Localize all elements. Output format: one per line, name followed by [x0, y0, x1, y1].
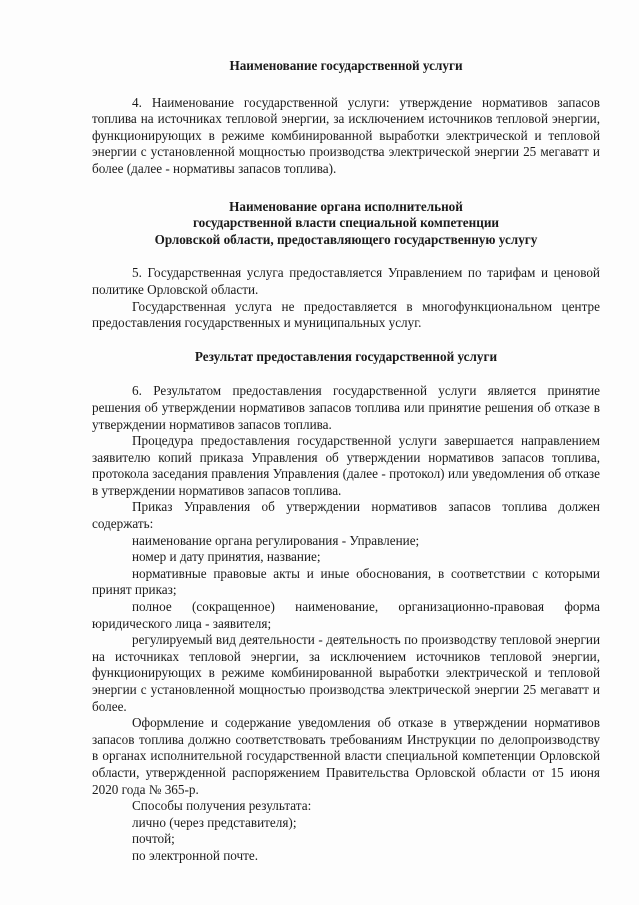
list-item-number-date: номер и дату принятия, название; — [132, 549, 321, 565]
list-item-by-mail: почтой; — [132, 831, 175, 847]
list-item-regulator-name: наименование органа регулирования - Управление; — [132, 532, 420, 548]
paragraph-order-contents: Приказ Управления об утверждении нормативов запасов топлива должен содержать: — [92, 499, 600, 532]
section-heading-authority-line3: Орловской области, предоставляющего государственную услугу — [154, 231, 538, 247]
list-item-in-person: лично (через представителя); — [132, 814, 297, 830]
section-heading-result: Результат предоставления государственной услуги — [194, 348, 498, 364]
list-item-by-email: по электронной почте. — [132, 847, 259, 863]
paragraph-result-methods: Способы получения результата: — [132, 798, 312, 814]
paragraph-4: 4. Наименование государственной услуги: утверждение нормативов запасов топлива на источниках тепловой энергии, за исключением источников тепловой энергии, функционирующих в режиме комбинированной выработки электрической и тепловой энергии с установленной мощностью производства электрической энергии 25 мегаватт и более (далее - нормативы запасов топлива). — [92, 94, 600, 176]
paragraph-procedure: Процедура предоставления государственной услуги завершается направлением заявителю копий приказа Управления об утверждении нормативов запасов топлива, протокола заседания правления Управления (далее - протокол) или уведомления об отказе в утверждении нормативов запасов топлива. — [92, 433, 600, 498]
list-item-activity: регулируемый вид деятельности - деятельность по производству тепловой энергии на источниках тепловой энергии, за исключением источников тепловой энергии, функционирующих в режиме комбинированной выработки электрической и тепловой энергии с установленной мощностью производства электрической энергии 25 мегаватт и более. — [92, 632, 600, 714]
paragraph-5-mfc: Государственная услуга не предоставляется в многофункциональном центре предоставления государственных и муниципальных услуг. — [92, 298, 600, 331]
section-heading-authority-line1: Наименование органа исполнительной — [229, 198, 463, 214]
section-heading-authority-line2: государственной власти специальной компетенции — [192, 215, 500, 231]
paragraph-refusal-notice: Оформление и содержание уведомления об отказе в утверждении нормативов запасов топлива должно соответствовать требованиям Инструкции по делопроизводству в органах исполнительной государственной власти специальной компетенции Орловской области, утвержденной распоряжением Правительства Орловской области от 15 июня 2020 года № 365-р. — [92, 715, 600, 797]
section-heading-service-name: Наименование государственной услуги — [229, 58, 463, 73]
document-body — [92, 58, 600, 865]
paragraph-6: 6. Результатом предоставления государственной услуги является принятие решения об утверждении нормативов запасов топлива или принятие решения об отказе в утверждении нормативов запасов топлива. — [92, 383, 600, 432]
list-item-applicant-name: полное (сокращенное) наименование, организационно-правовая форма юридического лица - заявителя; — [92, 599, 600, 631]
list-item-legal-acts: нормативные правовые акты и иные обоснования, в соответствии с которыми принят приказ; — [92, 565, 600, 598]
paragraph-5: 5. Государственная услуга предоставляется Управлением по тарифам и ценовой политике Орловской области. — [92, 265, 600, 297]
